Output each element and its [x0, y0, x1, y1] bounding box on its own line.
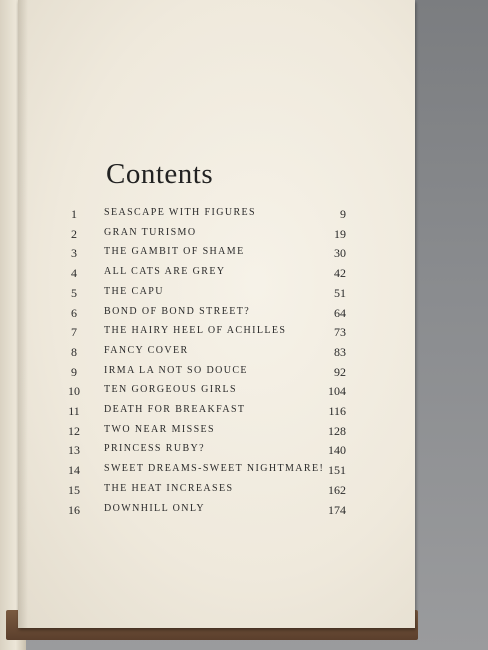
chapter-page-number: 9: [340, 207, 346, 221]
chapter-number: 7: [71, 325, 77, 339]
toc-entry: [18, 424, 415, 444]
chapter-number: 4: [71, 266, 77, 280]
chapter-number: 16: [68, 503, 80, 517]
chapter-page-number: 51: [334, 286, 346, 300]
chapter-number: 9: [71, 365, 77, 379]
chapter-page-number: 83: [334, 345, 346, 359]
chapter-title: TWO NEAR MISSES: [104, 424, 216, 435]
toc-entry: [18, 227, 415, 247]
toc-entry: [18, 286, 415, 306]
chapter-title: BOND OF BOND STREET?: [104, 306, 251, 317]
chapter-number: 11: [68, 404, 80, 418]
chapter-page-number: 73: [334, 325, 346, 339]
toc-entry: [18, 345, 415, 365]
chapter-page-number: 92: [334, 365, 346, 379]
toc-entry: [18, 483, 415, 503]
chapter-page-number: 116: [328, 404, 346, 418]
page-title: Contents: [106, 158, 214, 190]
toc-entry: [18, 266, 415, 286]
contents-page: [18, 0, 415, 628]
chapter-title: ALL CATS ARE GREY: [104, 266, 226, 277]
chapter-number: 5: [71, 286, 77, 300]
toc-entry: [18, 306, 415, 326]
toc-entry: [18, 365, 415, 385]
chapter-title: THE CAPU: [104, 286, 164, 297]
chapter-title: THE HAIRY HEEL OF ACHILLES: [104, 325, 287, 336]
chapter-title: DOWNHILL ONLY: [104, 503, 205, 514]
chapter-page-number: 140: [328, 443, 346, 457]
chapter-number: 2: [71, 227, 77, 241]
chapter-page-number: 19: [334, 227, 346, 241]
chapter-title: THE GAMBIT OF SHAME: [104, 246, 245, 257]
chapter-number: 1: [71, 207, 77, 221]
toc-entry: [18, 404, 415, 424]
chapter-title: SWEET DREAMS-SWEET NIGHTMARE!: [104, 463, 325, 474]
toc-entry: [18, 463, 415, 483]
chapter-number: 13: [68, 443, 80, 457]
chapter-title: IRMA LA NOT SO DOUCE: [104, 365, 248, 376]
chapter-title: PRINCESS RUBY?: [104, 443, 206, 454]
chapter-page-number: 151: [328, 463, 346, 477]
chapter-page-number: 42: [334, 266, 346, 280]
chapter-number: 6: [71, 306, 77, 320]
chapter-page-number: 162: [328, 483, 346, 497]
chapter-page-number: 64: [334, 306, 346, 320]
toc-entry: [18, 384, 415, 404]
chapter-number: 14: [68, 463, 80, 477]
chapter-number: 8: [71, 345, 77, 359]
chapter-page-number: 30: [334, 246, 346, 260]
chapter-page-number: 174: [328, 503, 346, 517]
chapter-number: 12: [68, 424, 80, 438]
chapter-title: FANCY COVER: [104, 345, 189, 356]
chapter-title: DEATH FOR BREAKFAST: [104, 404, 246, 415]
toc-entry: [18, 246, 415, 266]
chapter-number: 10: [68, 384, 80, 398]
chapter-title: GRAN TURISMO: [104, 227, 197, 238]
toc-entry: [18, 325, 415, 345]
toc-entry: [18, 207, 415, 227]
toc-entry: [18, 443, 415, 463]
chapter-page-number: 128: [328, 424, 346, 438]
chapter-title: THE HEAT INCREASES: [104, 483, 234, 494]
chapter-title: SEASCAPE WITH FIGURES: [104, 207, 257, 218]
chapter-number: 3: [71, 246, 77, 260]
chapter-number: 15: [68, 483, 80, 497]
chapter-page-number: 104: [328, 384, 346, 398]
chapter-title: TEN GORGEOUS GIRLS: [104, 384, 237, 395]
toc-entry: [18, 503, 415, 523]
